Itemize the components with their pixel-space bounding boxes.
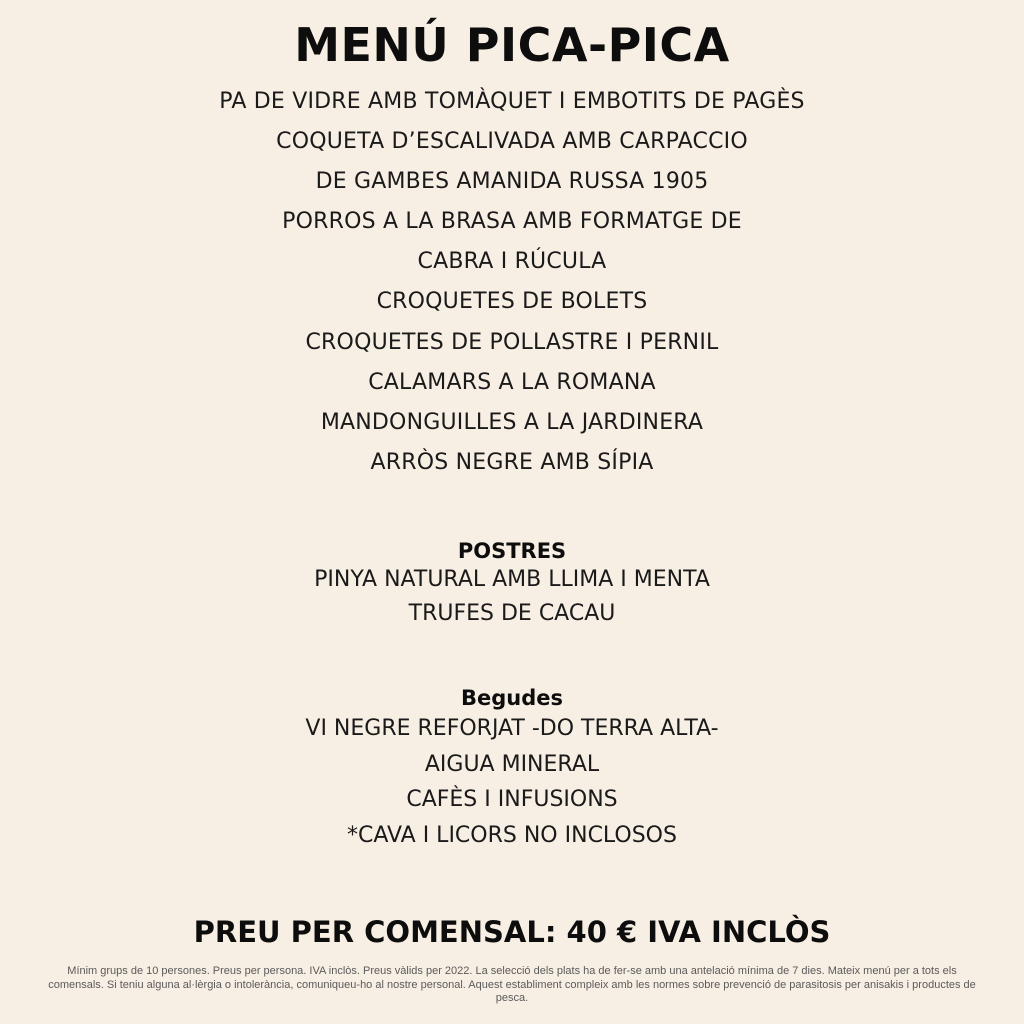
desserts-list	[0, 563, 1024, 631]
list-item: PINYA NATURAL AMB LLIMA I MENTA	[314, 567, 710, 592]
list-item: CAFÈS I INFUSIONS	[406, 787, 618, 813]
desserts-heading: POSTRES	[457, 539, 567, 563]
drinks-list	[0, 711, 1024, 854]
list-item: MANDONGUILLES A LA JARDINERA	[320, 409, 704, 435]
menu-title: MENÚ PICA-PICA	[294, 18, 730, 72]
list-item: CABRA I RÚCULA	[417, 249, 607, 275]
list-item: CALAMARS A LA ROMANA	[368, 369, 656, 395]
price-per-guest: PREU PER COMENSAL: 40 € IVA INCLÒS	[193, 915, 831, 949]
footnote-disclaimer: Mínim grups de 10 persones. Preus per persona. IVA inclòs. Preus vàlids per 2022. La selecció dels plats ha de fer-se amb una antelació mínima de 7 dies. Mateix menú per a tots els comensals. Si teniu alguna al·lèrgia o intolerància, comuniqueu-ho al nostre personal. Aquest establiment compleix amb les normes sobre prevenció de parasitosis per anisakis i productes de pesca.	[48, 965, 976, 1004]
list-item: CROQUETES DE POLLASTRE I PERNIL	[305, 329, 719, 355]
list-item: DE GAMBES AMANIDA RUSSA 1905	[315, 169, 709, 195]
list-item: ARRÒS NEGRE AMB SÍPIA	[370, 449, 654, 475]
main-dishes-list	[0, 82, 1024, 483]
list-item: *CAVA I LICORS NO INCLOSOS	[347, 823, 677, 849]
list-item: CROQUETES DE BOLETS	[376, 289, 648, 315]
list-item: TRUFES DE CACAU	[408, 601, 616, 626]
list-item: PORROS A LA BRASA AMB FORMATGE DE	[282, 209, 742, 235]
list-item: PA DE VIDRE AMB TOMÀQUET I EMBOTITS DE PAGÈS	[219, 89, 805, 114]
list-item: AIGUA MINERAL	[424, 751, 600, 777]
list-item: VI NEGRE REFORJAT -DO TERRA ALTA-	[305, 716, 719, 741]
list-item: COQUETA D’ESCALIVADA AMB CARPACCIO	[276, 129, 748, 155]
drinks-heading: Begudes	[460, 686, 563, 710]
